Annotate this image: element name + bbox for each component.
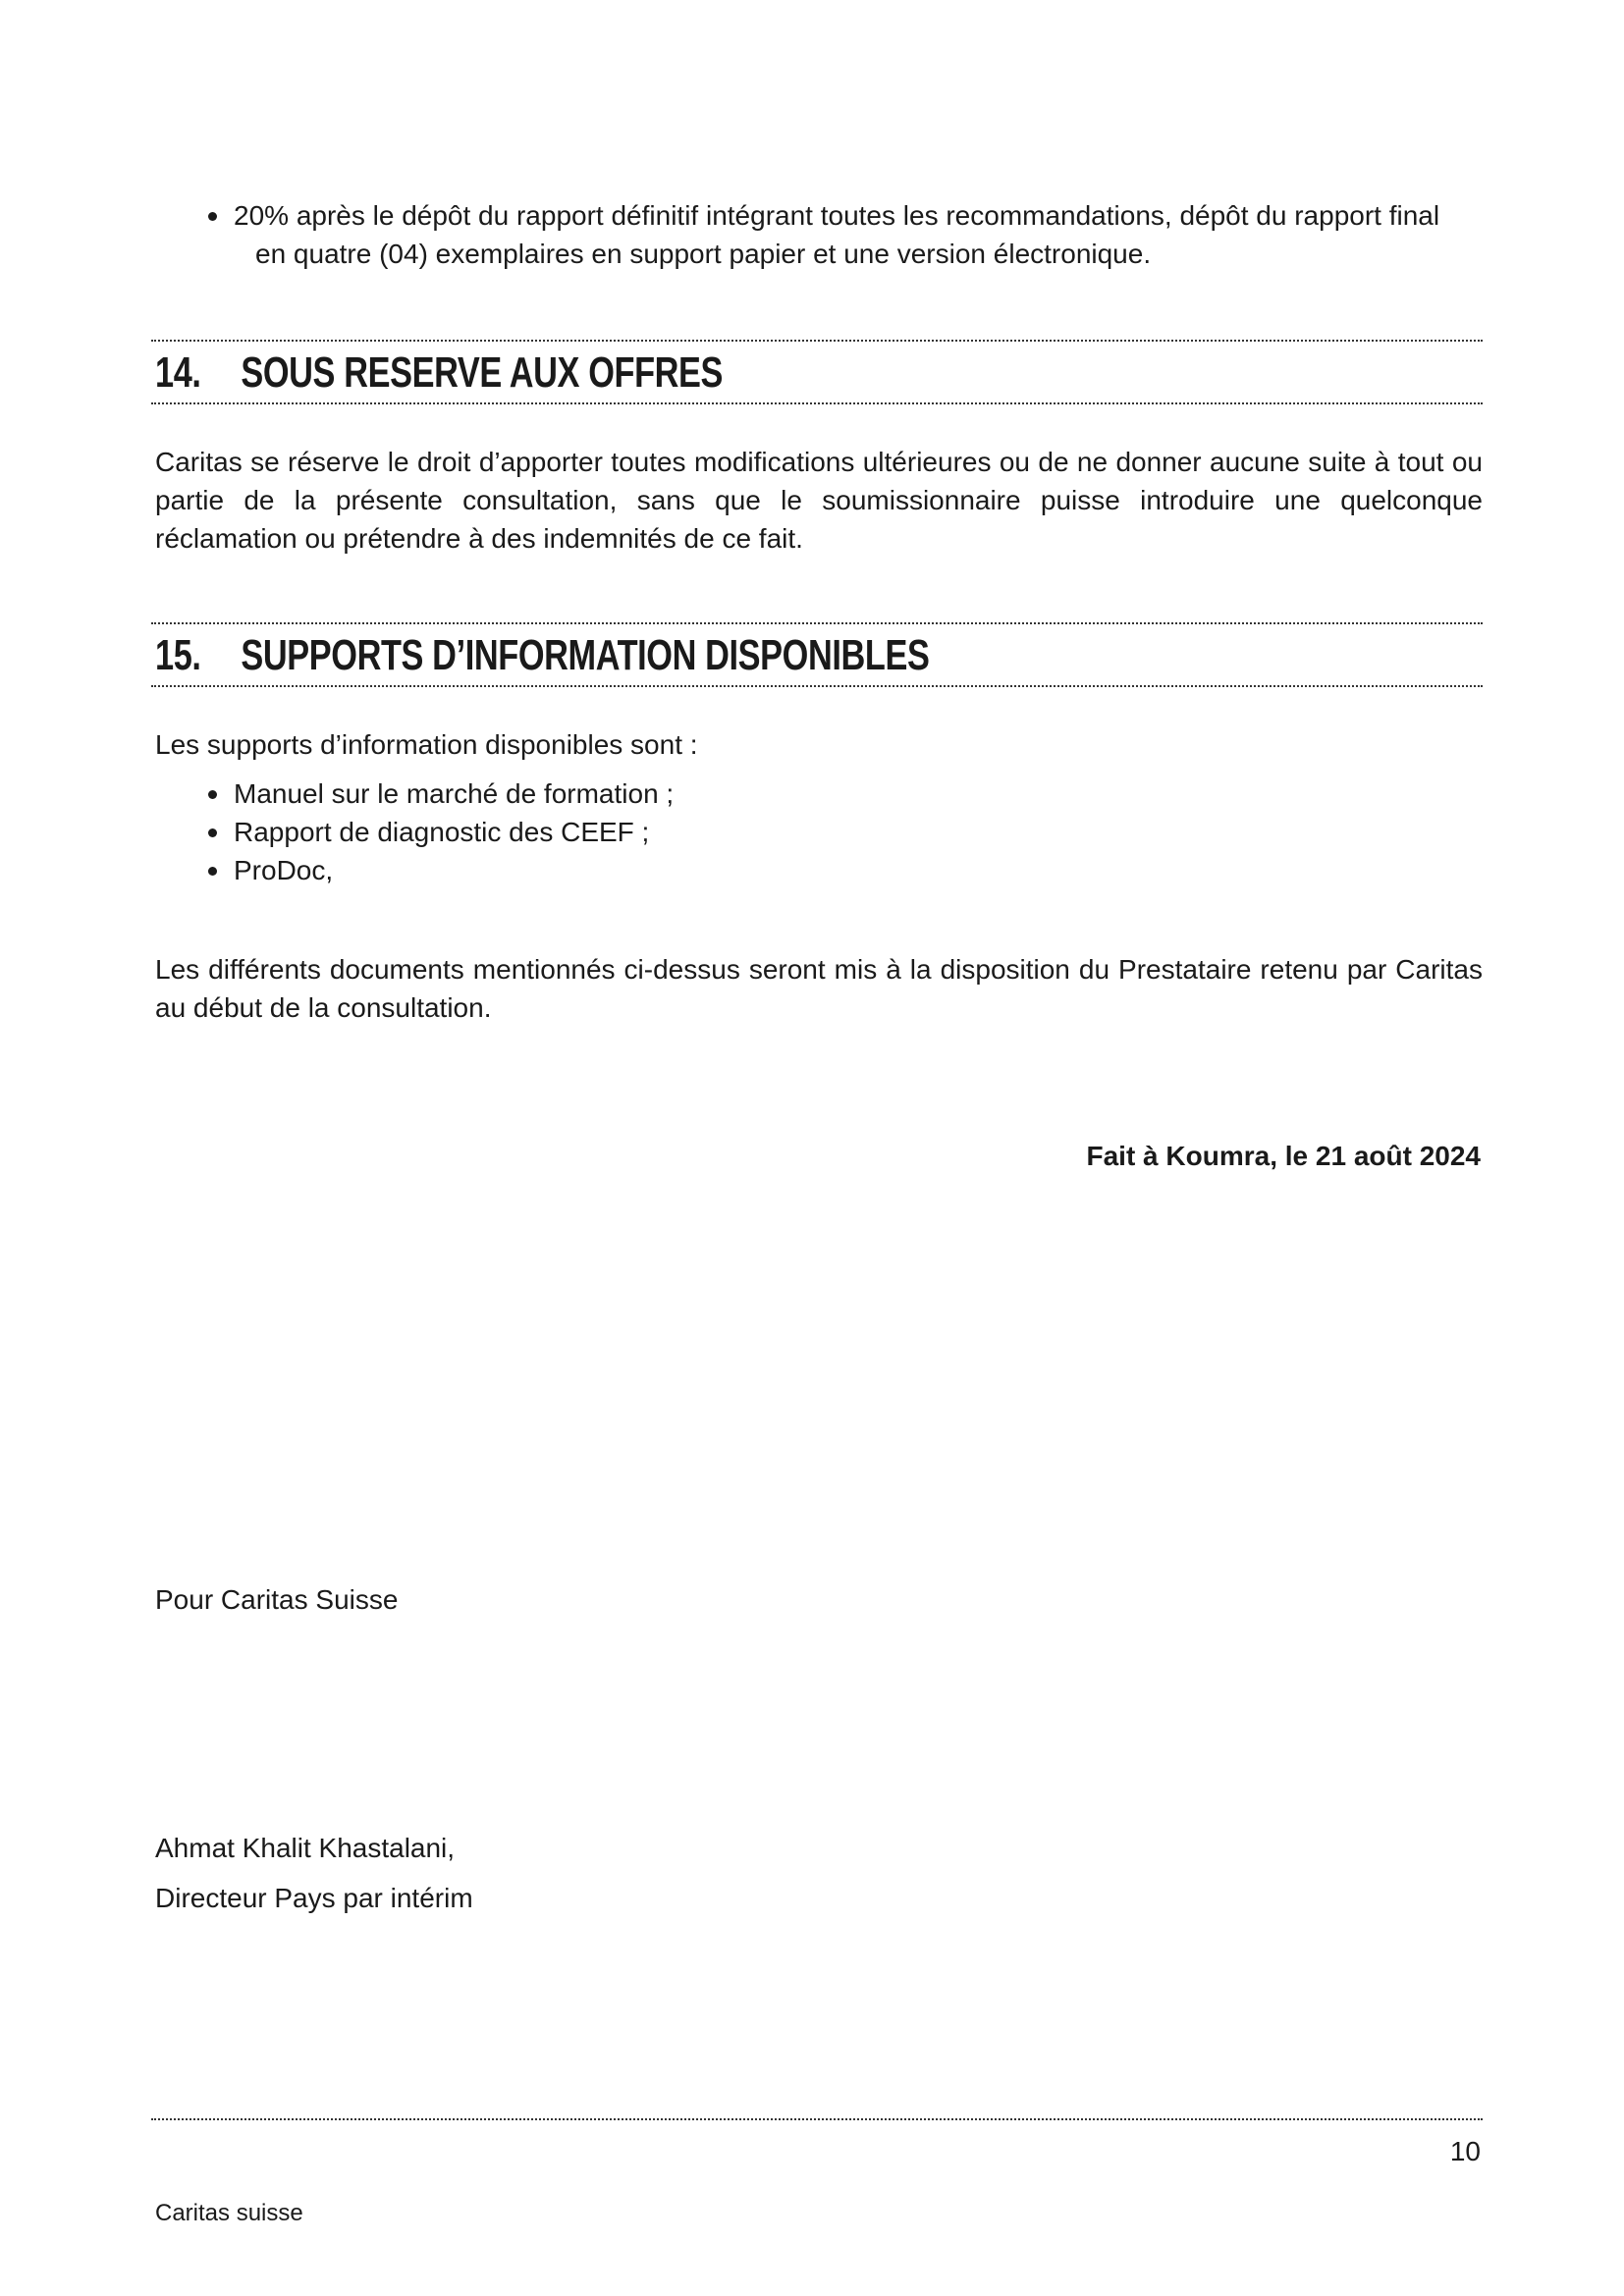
signatory-name: Ahmat Khalit Khastalani, (155, 1833, 456, 1863)
section-number: 15. (155, 631, 201, 679)
footer-rule (151, 2118, 1483, 2120)
section-rule-top (151, 340, 1483, 342)
signatory-title: Directeur Pays par intérim (155, 1883, 473, 1913)
list-item-line: 20% après le dépôt du rapport définitif intégrant toutes les recommandations, dépôt du rapport final (234, 200, 1440, 231)
list-item-line: en quatre (04) exemplaires en support papier et une version électronique. (255, 239, 1152, 269)
list-intro: Les supports d’information disponibles sont : (155, 729, 698, 760)
list-item: ProDoc, (234, 855, 334, 885)
section-title: SOUS RESERVE AUX OFFRES (241, 348, 724, 397)
section-heading (155, 348, 723, 398)
on-behalf-line: Pour Caritas Suisse (155, 1584, 399, 1615)
section-rule-bottom (151, 402, 1483, 404)
place-date: Fait à Koumra, le 21 août 2024 (1086, 1141, 1481, 1171)
list-item (234, 196, 1483, 273)
section-title: SUPPORTS D’INFORMATION DISPONIBLES (241, 631, 930, 679)
footer-organization: Caritas suisse (155, 2200, 303, 2226)
page-number: 10 (1449, 2136, 1481, 2166)
bullet-icon (208, 867, 217, 876)
section-rule-bottom (151, 685, 1483, 687)
bullet-icon (208, 212, 217, 221)
section-heading (155, 631, 930, 680)
list-item: Manuel sur le marché de formation ; (234, 778, 675, 809)
section-rule-top (151, 622, 1483, 624)
bullet-icon (208, 790, 217, 799)
list-item: Rapport de diagnostic des CEEF ; (234, 817, 650, 847)
section-paragraph: Les différents documents mentionnés ci-dessus seront mis à la disposition du Prestataire retenu par Caritas au début de la consultation. (155, 954, 1483, 1023)
section-paragraph: Caritas se réserve le droit d’apporter toutes modifications ultérieures ou de ne donner aucune suite à tout ou partie de la présente consultation, sans que le soumissionnaire puisse introduire une quelconque réclamation ou prétendre à des indemnités de ce fait. (155, 447, 1483, 554)
section-number: 14. (155, 348, 201, 397)
bullet-icon (208, 828, 217, 837)
